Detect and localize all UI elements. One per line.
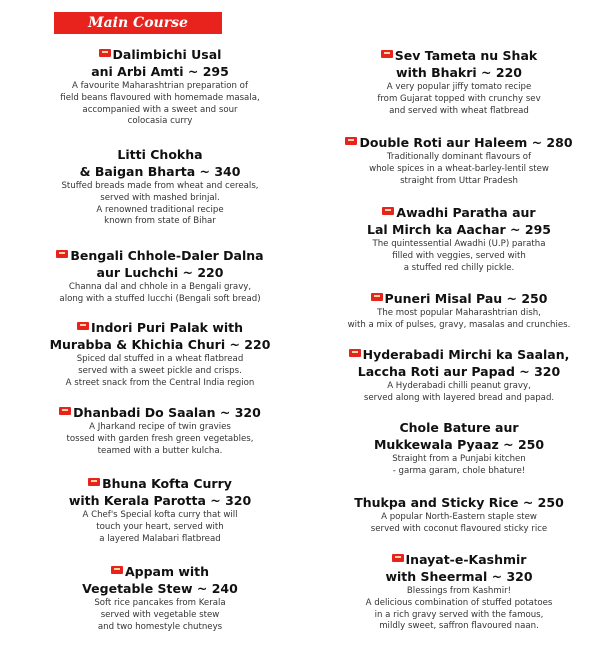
dish-description-line: served with coconut flavoured sticky rice	[370, 523, 548, 534]
dish-title-text: Laccha Roti aur Papad ~ 320	[357, 364, 561, 379]
dish-title-text: Bhuna Kofta Curry	[102, 476, 232, 491]
dish-description-line: served with vegetable stew	[100, 609, 220, 620]
menu-item	[318, 494, 600, 536]
dish-title	[318, 551, 600, 585]
dish-description-line: A Jharkand recipe of twin gravies	[89, 422, 231, 432]
dish-description-line: field beans flavoured with homemade masala,	[60, 92, 260, 103]
dish-description-line: tossed with garden fresh green vegetables,	[66, 433, 254, 444]
menu-item	[0, 46, 320, 128]
dish-description-line: a stuffed red chilly pickle.	[403, 262, 515, 273]
dish-title-line	[0, 492, 320, 509]
dish-description-line: The quintessential Awadhi (U.P) paratha	[372, 239, 546, 249]
dish-title-line	[318, 551, 600, 568]
dish-description-line: A renowned traditional recipe	[96, 204, 224, 215]
dish-description-line: A delicious combination of stuffed potatoes	[365, 597, 553, 608]
dish-description	[0, 598, 320, 633]
dish-title-line	[0, 264, 320, 281]
dish-title-line	[0, 146, 320, 163]
veg-badge-icon	[99, 49, 111, 57]
dish-title	[318, 134, 600, 151]
dish-title-line	[318, 134, 600, 151]
dish-description-line: from Gujarat topped with crunchy sev	[377, 93, 541, 104]
dish-description-line: touch your heart, served with	[96, 521, 224, 532]
veg-badge-icon	[349, 349, 361, 357]
dish-description-line: A Hyderabadi chilli peanut gravy,	[387, 381, 531, 391]
menu-item	[0, 563, 320, 633]
dish-title-line	[318, 47, 600, 64]
dish-description	[0, 510, 320, 545]
dish-description-line: Soft rice pancakes from Kerala	[94, 598, 226, 608]
dish-description-line: a layered Malabari flatbread	[99, 533, 221, 544]
dish-title	[318, 204, 600, 238]
dish-title-text: Mukkewala Pyaaz ~ 250	[373, 437, 545, 452]
dish-description-line: Blessings from Kashmir!	[406, 586, 512, 596]
section-title: Main Course	[54, 12, 222, 34]
dish-title-line	[0, 404, 320, 421]
dish-title-text: Puneri Misal Pau ~ 250	[384, 291, 548, 306]
menu-item	[318, 290, 600, 332]
dish-description	[0, 422, 320, 457]
dish-description	[318, 82, 600, 117]
dish-title-text: Double Roti aur Haleem ~ 280	[359, 135, 573, 150]
dish-title-text: Appam with	[124, 564, 210, 579]
dish-title-line	[318, 204, 600, 221]
dish-description-line: A street snack from the Central India region	[65, 377, 255, 388]
dish-description-line: Spiced dal stuffed in a wheat flatbread	[76, 354, 244, 364]
dish-description-line: served with mashed brinjal.	[100, 192, 220, 203]
dish-description	[318, 586, 600, 633]
dish-description-line: along with a stuffed lucchi (Bengali soft bread)	[59, 293, 261, 304]
dish-title-line	[318, 64, 600, 81]
dish-title	[0, 475, 320, 509]
menu-item	[0, 247, 320, 306]
dish-title	[0, 563, 320, 597]
dish-description-line: A very popular jiffy tomato recipe	[386, 82, 532, 92]
veg-badge-icon	[381, 50, 393, 58]
dish-title	[318, 47, 600, 81]
dish-description-line: and served with wheat flatbread	[389, 105, 529, 116]
menu-item	[318, 204, 600, 274]
dish-title	[0, 319, 320, 353]
dish-title-line	[0, 563, 320, 580]
dish-description-line: Straight from a Punjabi kitchen	[392, 454, 526, 464]
dish-title-text: Bengali Chhole-Daler Dalna	[70, 248, 264, 263]
dish-description	[0, 81, 320, 128]
dish-title	[0, 247, 320, 281]
dish-description-line: mildly sweet, saffron flavoured naan.	[379, 621, 539, 632]
dish-title-text: Indori Puri Palak with	[90, 320, 244, 335]
dish-title-line	[318, 363, 600, 380]
dish-title-text: Chole Bature aur	[399, 420, 519, 435]
dish-title-text: Dhanbadi Do Saalan ~ 320	[73, 405, 261, 420]
dish-description	[318, 308, 600, 332]
dish-description-line: accompanied with a sweet and sour	[82, 104, 238, 115]
dish-description-line: served along with layered bread and papad.	[363, 392, 555, 403]
dish-description-line: whole spices in a wheat-barley-lentil stew	[369, 163, 549, 174]
dish-description-line: in a rich gravy served with the famous,	[374, 609, 544, 620]
dish-description-line: served with a sweet pickle and crisps.	[78, 365, 242, 376]
dish-description-line: with a mix of pulses, gravy, masalas and crunchies.	[347, 319, 571, 330]
dish-title	[318, 346, 600, 380]
dish-description-line: colocasia curry	[127, 116, 193, 127]
dish-title-text: Inayat-e-Kashmir	[405, 552, 527, 567]
menu-item	[318, 419, 600, 478]
dish-title	[318, 290, 600, 307]
menu-item	[318, 551, 600, 633]
dish-title-text: aur Luchchi ~ 220	[96, 265, 224, 280]
dish-title-text: with Bhakri ~ 220	[396, 65, 522, 80]
dish-title-text: & Baigan Bharta ~ 340	[79, 164, 241, 179]
dish-description-line: A Chef's Special kofta curry that will	[82, 510, 238, 520]
dish-title-line	[0, 63, 320, 80]
dish-title-text: Sev Tameta nu Shak	[394, 48, 538, 63]
dish-title-line	[0, 336, 320, 353]
veg-badge-icon	[371, 293, 383, 301]
dish-title-line	[0, 247, 320, 264]
dish-description	[318, 239, 600, 274]
dish-description-line: A popular North-Eastern staple stew	[381, 512, 537, 522]
dish-description-line: The most popular Maharashtrian dish,	[377, 308, 541, 318]
dish-description	[318, 454, 600, 478]
dish-title-text: Hyderabadi Mirchi ka Saalan,	[362, 347, 570, 362]
dish-title-text: ani Arbi Amti ~ 295	[91, 64, 229, 79]
menu-item	[318, 346, 600, 405]
dish-title-text: Thukpa and Sticky Rice ~ 250	[354, 495, 564, 510]
dish-description-line: A favourite Maharashtrian preparation of	[72, 81, 248, 91]
dish-title-text: Dalimbichi Usal	[112, 47, 222, 62]
dish-title-line	[0, 580, 320, 597]
dish-description	[318, 152, 600, 187]
dish-title-text: Vegetable Stew ~ 240	[82, 581, 238, 596]
dish-title-text: Murabba & Khichia Churi ~ 220	[49, 337, 271, 352]
dish-title-line	[0, 475, 320, 492]
dish-title-line	[318, 436, 600, 453]
dish-title	[0, 146, 320, 180]
dish-title-line	[318, 221, 600, 238]
dish-description	[318, 512, 600, 536]
dish-title-line	[0, 319, 320, 336]
dish-title-line	[318, 494, 600, 511]
dish-description	[318, 381, 600, 405]
dish-description	[0, 181, 320, 228]
dish-title	[0, 404, 320, 421]
menu-item	[0, 404, 320, 457]
veg-badge-icon	[56, 250, 68, 258]
dish-title-line	[318, 346, 600, 363]
veg-badge-icon	[345, 137, 357, 145]
dish-title-text: Awadhi Paratha aur	[396, 205, 536, 220]
menu-item	[318, 134, 600, 187]
dish-description-line: filled with veggies, served with	[392, 250, 526, 261]
menu-item	[0, 146, 320, 228]
dish-title-line	[318, 568, 600, 585]
dish-description-line: - garma garam, chole bhature!	[392, 465, 526, 476]
veg-badge-icon	[59, 407, 71, 415]
dish-description-line: Stuffed breads made from wheat and cereals,	[61, 181, 259, 191]
veg-badge-icon	[392, 554, 404, 562]
dish-title-line	[318, 290, 600, 307]
menu-item	[318, 47, 600, 117]
veg-badge-icon	[382, 207, 394, 215]
dish-title-text: Lal Mirch ka Aachar ~ 295	[367, 222, 551, 237]
dish-title	[318, 494, 600, 511]
dish-title-text: Litti Chokha	[117, 147, 203, 162]
dish-description-line: Channa dal and chhole in a Bengali gravy,	[68, 282, 252, 292]
menu-item	[0, 319, 320, 389]
dish-title-line	[0, 163, 320, 180]
dish-description	[0, 282, 320, 306]
veg-badge-icon	[111, 566, 123, 574]
dish-description-line: and two homestyle chutneys	[97, 621, 223, 632]
dish-description-line: straight from Uttar Pradesh	[400, 175, 518, 186]
dish-title-text: with Sheermal ~ 320	[385, 569, 533, 584]
dish-description-line: known from state of Bihar	[104, 216, 216, 227]
dish-title	[0, 46, 320, 80]
menu-item	[0, 475, 320, 545]
dish-description-line: teamed with a butter kulcha.	[97, 445, 223, 456]
dish-title	[318, 419, 600, 453]
dish-title-line	[0, 46, 320, 63]
dish-description	[0, 354, 320, 389]
veg-badge-icon	[88, 478, 100, 486]
dish-title-text: with Kerala Parotta ~ 320	[68, 493, 252, 508]
dish-title-line	[318, 419, 600, 436]
dish-description-line: Traditionally dominant flavours of	[386, 152, 532, 162]
veg-badge-icon	[77, 322, 89, 330]
